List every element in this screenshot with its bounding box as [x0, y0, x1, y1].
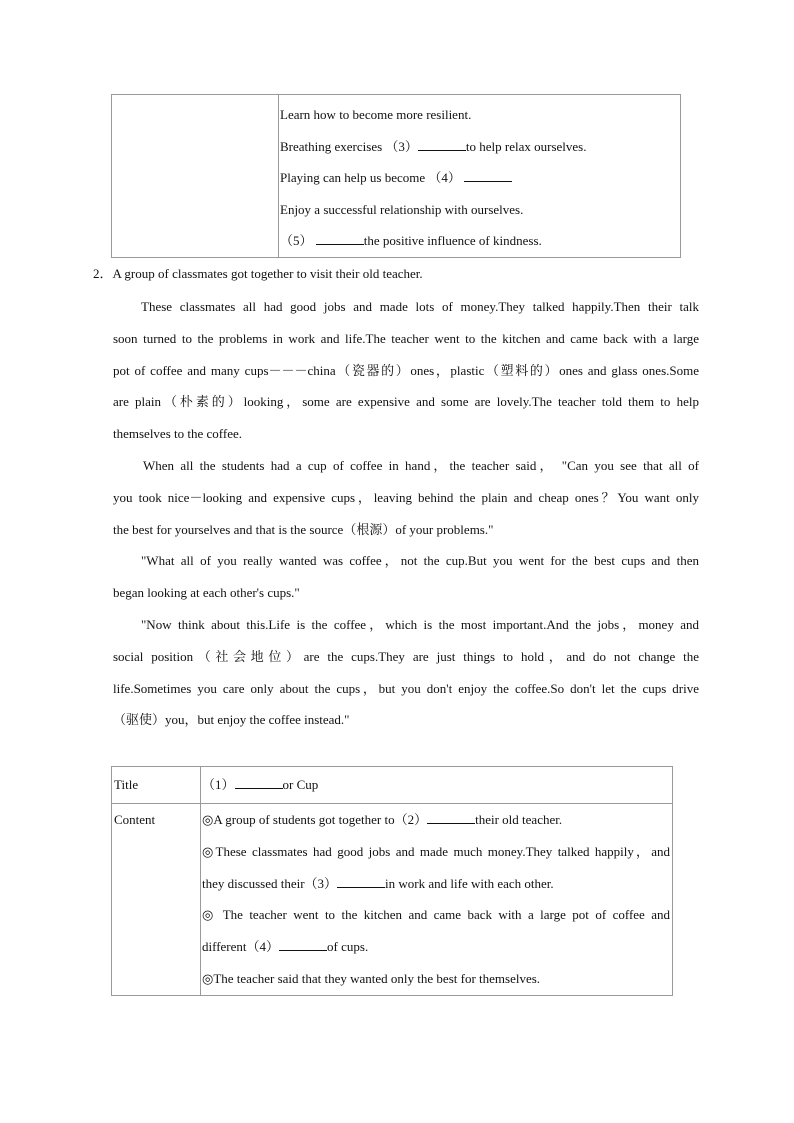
passage-line: pot of coffee and many cups－－－china（瓷器的）ones，plastic（塑料的）ones and glass ones.Some — [113, 362, 699, 378]
content-line-6: ◎The teacher said that they wanted only the best for themselves. — [202, 970, 541, 986]
answer-blank-1[interactable] — [235, 777, 283, 789]
answer-blank-2[interactable] — [427, 812, 475, 824]
question-prompt: A group of classmates got together to visit their old teacher. — [112, 266, 423, 281]
answer-blank-3[interactable] — [418, 139, 466, 151]
row3-prefix: Playing can help us become （4） — [280, 170, 461, 186]
content-label: Content — [114, 812, 156, 827]
passage-line: social position（社会地位）are the cups.They are just things to hold，and do not change the — [113, 648, 699, 664]
content-line-2: ◎These classmates had good jobs and made much money.They talked happily，and — [202, 843, 670, 859]
content3-prefix: they discussed their（3） — [202, 875, 338, 891]
passage-line: "What all of you really wanted was coffee，not the cup.But you went for the best cups and then — [141, 553, 699, 569]
passage-line: （驱使）you，but enjoy the coffee instead." — [113, 712, 350, 728]
content-line-4: ◎ The teacher went to the kitchen and came back with a large pot of coffee and — [202, 907, 670, 923]
row2-prefix: Breathing exercises （3） — [280, 138, 418, 154]
row5-suffix: the positive influence of kindness. — [363, 233, 542, 249]
table1-row-2 — [280, 131, 680, 163]
table1-row-4: Enjoy a successful relationship with ourselves. — [280, 201, 524, 217]
reading-passage — [113, 291, 699, 736]
table1-empty-cell — [112, 95, 279, 258]
content-label-cell — [112, 804, 201, 996]
content3-suffix: in work and life with each other. — [385, 875, 554, 891]
question-number: 2． — [93, 266, 113, 281]
title-suffix: or Cup — [282, 777, 319, 792]
summary-table-2 — [111, 766, 673, 996]
content-line-3 — [202, 868, 672, 900]
passage-line: the best for yourselves and that is the source（根源）of your problems." — [113, 521, 494, 537]
answer-blank-5[interactable] — [316, 233, 364, 245]
answer-blank-4b[interactable] — [279, 939, 327, 951]
content5-prefix: different（4） — [202, 939, 280, 955]
passage-line: life.Sometimes you care only about the cups，but you don't enjoy the coffee.So don't let the cups drive — [113, 680, 699, 696]
answer-blank-3b[interactable] — [337, 876, 385, 888]
content-value-cell — [201, 804, 673, 996]
passage-line: These classmates all had good jobs and made lots of money.They talked happily.Then their talk — [141, 299, 699, 314]
table1-row-1: Learn how to become more resilient. — [280, 107, 472, 122]
question-2-heading — [93, 262, 423, 286]
table1-row-3 — [280, 162, 680, 194]
title-prefix: （1） — [202, 777, 235, 792]
passage-line: you took nice－looking and expensive cups，leaving behind the plain and cheap ones？You want only — [113, 489, 699, 505]
content1-suffix: their old teacher. — [475, 812, 563, 827]
passage-line: "Now think about this.Life is the coffee，which is the most important.And the jobs，money and — [141, 616, 699, 632]
table1-row-5 — [280, 225, 680, 257]
row5-prefix: （5） — [280, 233, 313, 249]
content1-prefix: ◎A group of students got together to（2） — [202, 812, 428, 827]
table1-content-cell — [279, 95, 681, 258]
title-label-cell: Title — [112, 767, 201, 804]
passage-line: began looking at each other's cups." — [113, 585, 300, 601]
content-line-1 — [202, 804, 672, 836]
content5-suffix: of cups. — [327, 939, 369, 955]
passage-line: soon turned to the problems in work and life.The teacher went to the kitchen and came back with a large — [113, 330, 699, 346]
answer-blank-4[interactable] — [464, 170, 512, 182]
summary-table-1 — [111, 94, 681, 258]
content-line-5 — [202, 931, 672, 963]
passage-line: When all the students had a cup of coffee in hand，the teacher said， "Can you see that all of — [143, 457, 699, 473]
passage-line: are plain（朴素的）looking，some are expensive and some are lovely.The teacher told them to help — [113, 394, 699, 410]
passage-line: themselves to the coffee. — [113, 426, 242, 442]
title-value-cell — [201, 767, 673, 804]
row2-suffix: to help relax ourselves. — [465, 138, 587, 154]
